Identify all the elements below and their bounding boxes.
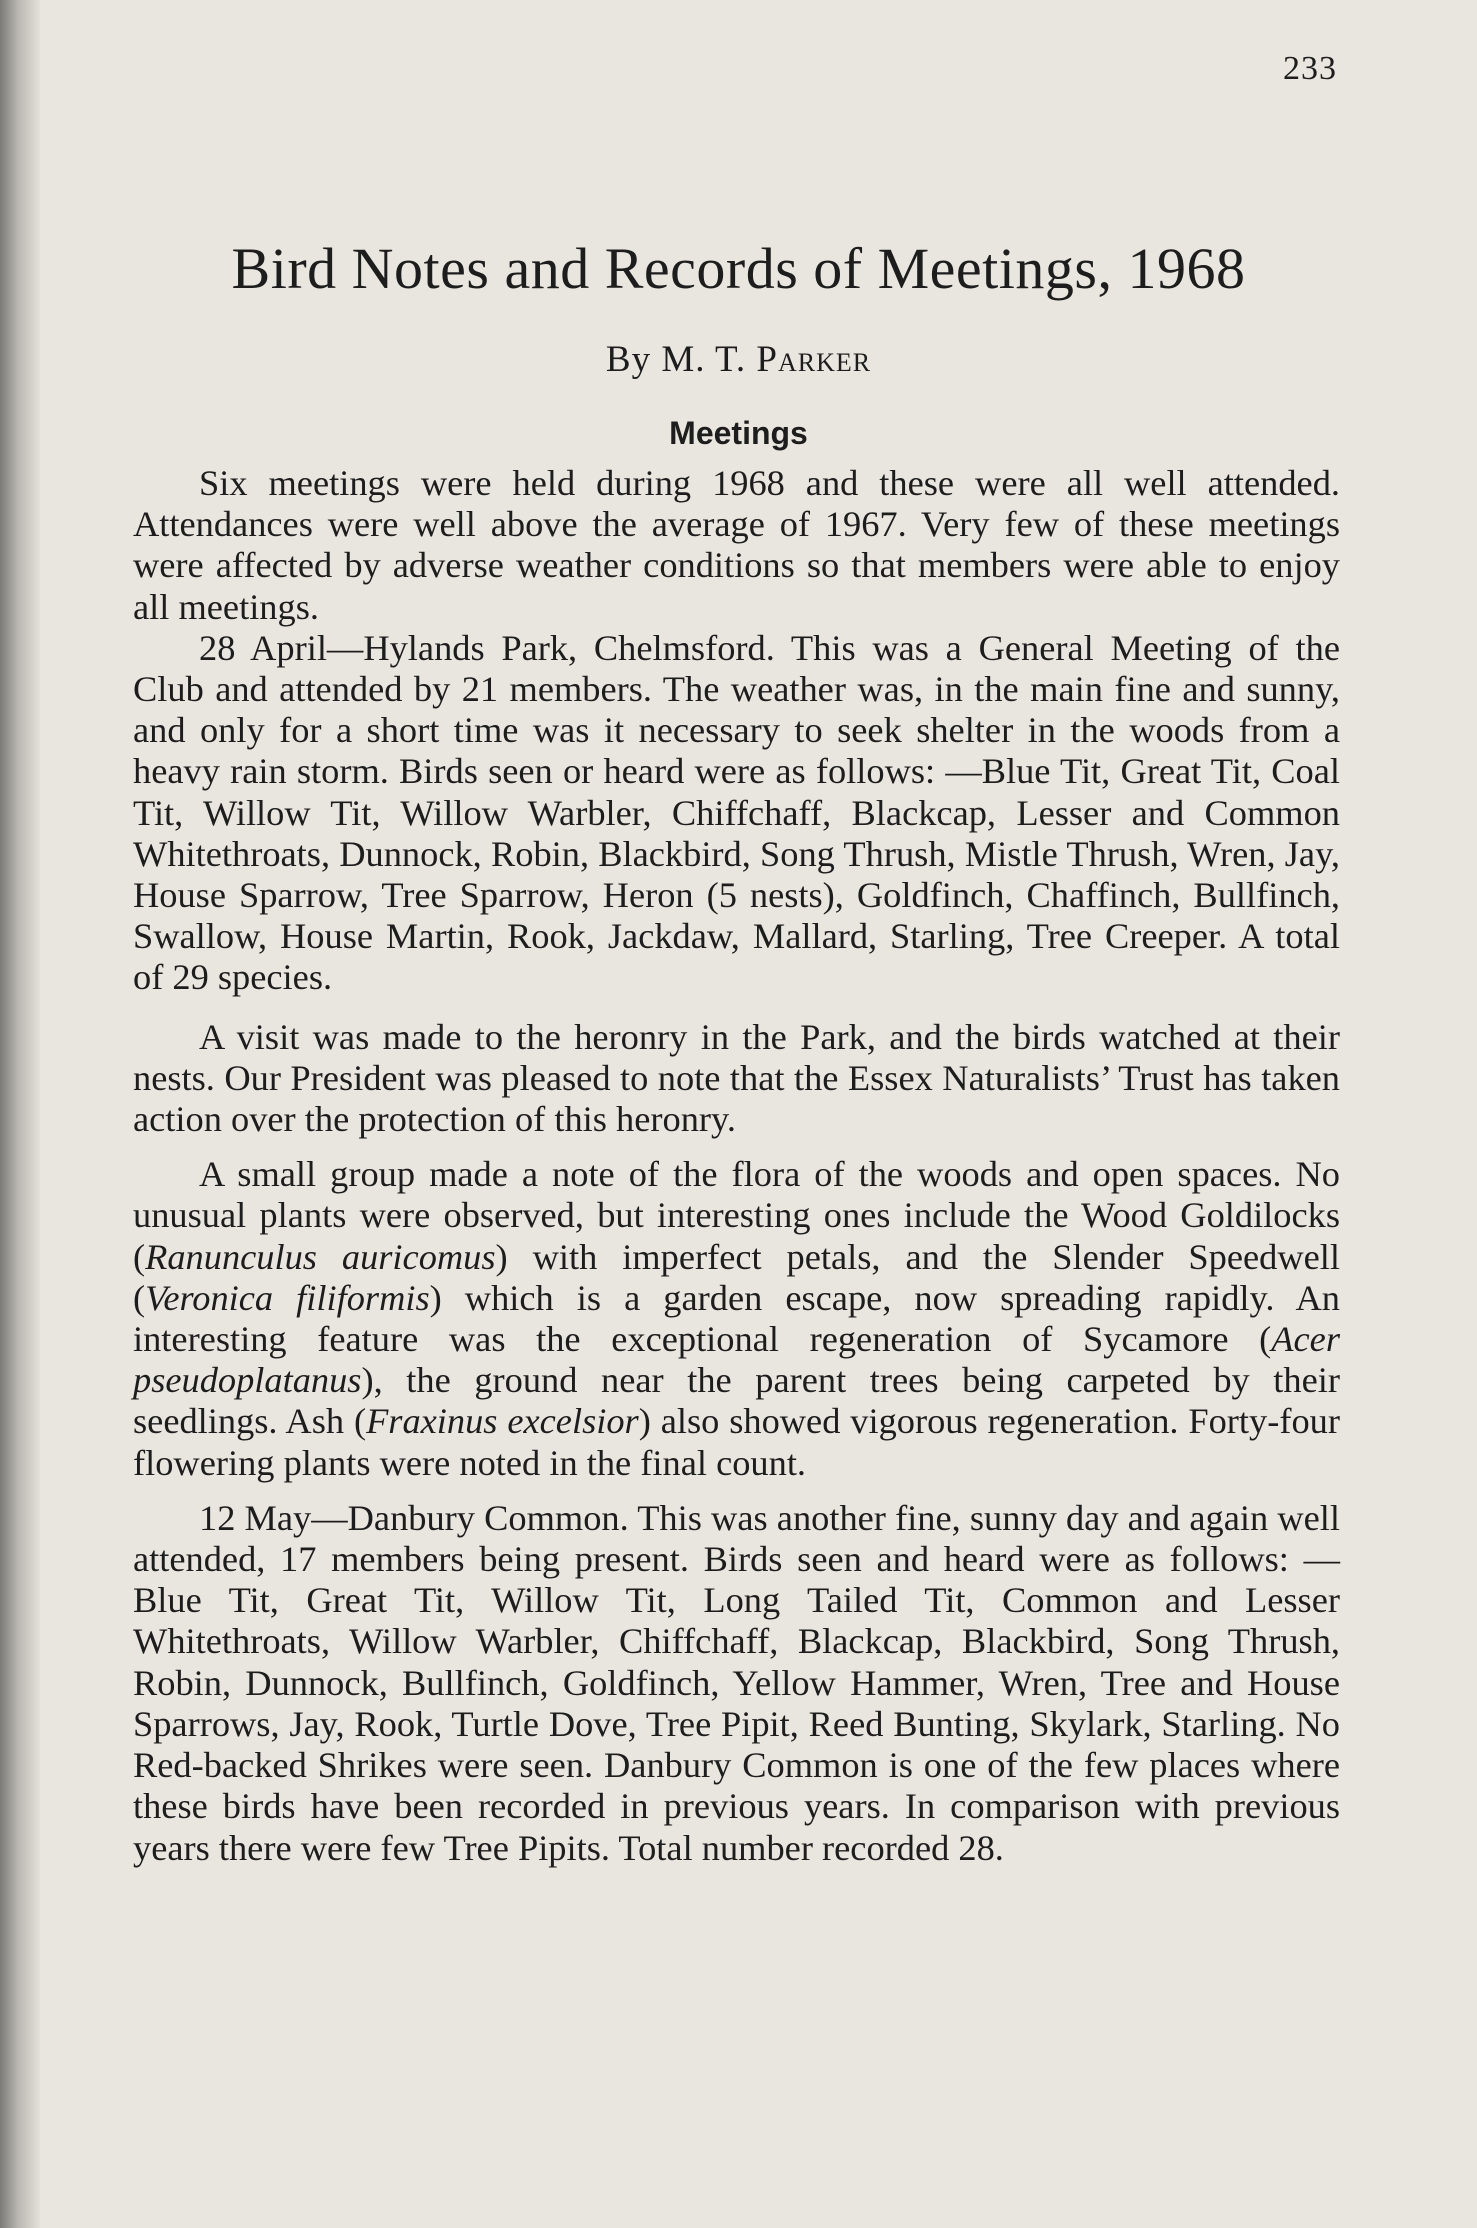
paragraph-flora [133,1154,1340,1484]
section-heading: Meetings [669,415,808,451]
species-name: Veronica filiformis [145,1277,430,1318]
flora-text: ) which is a garden escape, now spreading rapidly. An interesting feature was the exceptional regeneration of Sycamore ( [133,1277,1340,1360]
paragraph-intro: Six meetings were held during 1968 and these were all well attended. Attendances were well above the average of 1967. Very few of these meetings were affected by adverse weather conditions so that members were able to enjoy all meetings. [133,463,1340,627]
author-surname: Parker [756,339,872,380]
article-body [133,463,1340,1869]
page-number: 233 [1283,50,1337,87]
binding-shadow [0,0,40,2228]
flora-text: ) also showed vigorous regeneration. Forty-four flowering plants were noted in the final count. [133,1401,1340,1483]
author-byline [0,338,1477,381]
species-name: Ranunculus auricomus [145,1236,496,1277]
species-name: Acer pseudoplatanus [133,1319,1340,1401]
paragraph-hylands-park: 28 April—Hylands Park, Chelmsford. This was a General Meeting of the Club and attended by 21 members. The weather was, in the main fine and sunny, and only for a short time was it necessary to seek shelter in the woods from a heavy rain storm. Birds seen or heard were as follows: —Blue Tit, Great Tit, Coal Tit, Willow Tit, Willow Warbler, Chiffchaff, Blackcap, Lesser and Common Whitethroats, Dunnock, Robin, Blackbird, Song Thrush, Mistle Thrush, Wren, Jay, House Sparrow, Tree Sparrow, Heron (5 nests), Goldfinch, Chaffinch, Bullfinch, Swallow, House Martin, Rook, Jackdaw, Mallard, Starling, Tree Creeper. A total of 29 species. [133,627,1340,998]
flora-text: A small group made a note of the flora of the woods and open spaces. No unusual plants were observed, but interesting ones include the Wood Goldilocks ( [133,1154,1340,1277]
paragraph-heronry: A visit was made to the heronry in the Park, and the birds watched at their nests. Our President was pleased to note that the Essex Naturalists’ Trust has taken action over the protection of this heronry. [133,1016,1340,1140]
flora-text: ), the ground near the parent trees being carpeted by their seedlings. Ash ( [133,1360,1340,1442]
species-name: Fraxinus excelsior [366,1401,639,1442]
article-title: Bird Notes and Records of Meetings, 1968 [231,236,1246,301]
paragraph-danbury-common: 12 May—Danbury Common. This was another fine, sunny day and again well attended, 17 members being present. Birds seen and heard were as follows: —Blue Tit, Great Tit, Willow Tit, Long Tailed Tit, Common and Lesser Whitethroats, Willow Warbler, Chiffchaff, Blackcap, Blackbird, Song Thrush, Robin, Dunnock, Bullfinch, Goldfinch, Yellow Hammer, Wren, Tree and House Sparrows, Jay, Rook, Turtle Dove, Tree Pipit, Reed Bunting, Skylark, Starling. No Red-backed Shrikes were seen. Danbury Common is one of the few places where these birds have been recorded in previous years. In comparison with previous years there were few Tree Pipits. Total number recorded 28. [133,1497,1340,1868]
byline-prefix: By M. T. [605,339,757,380]
flora-text: ) with imperfect petals, and the Slender Speedwell ( [133,1236,1340,1318]
